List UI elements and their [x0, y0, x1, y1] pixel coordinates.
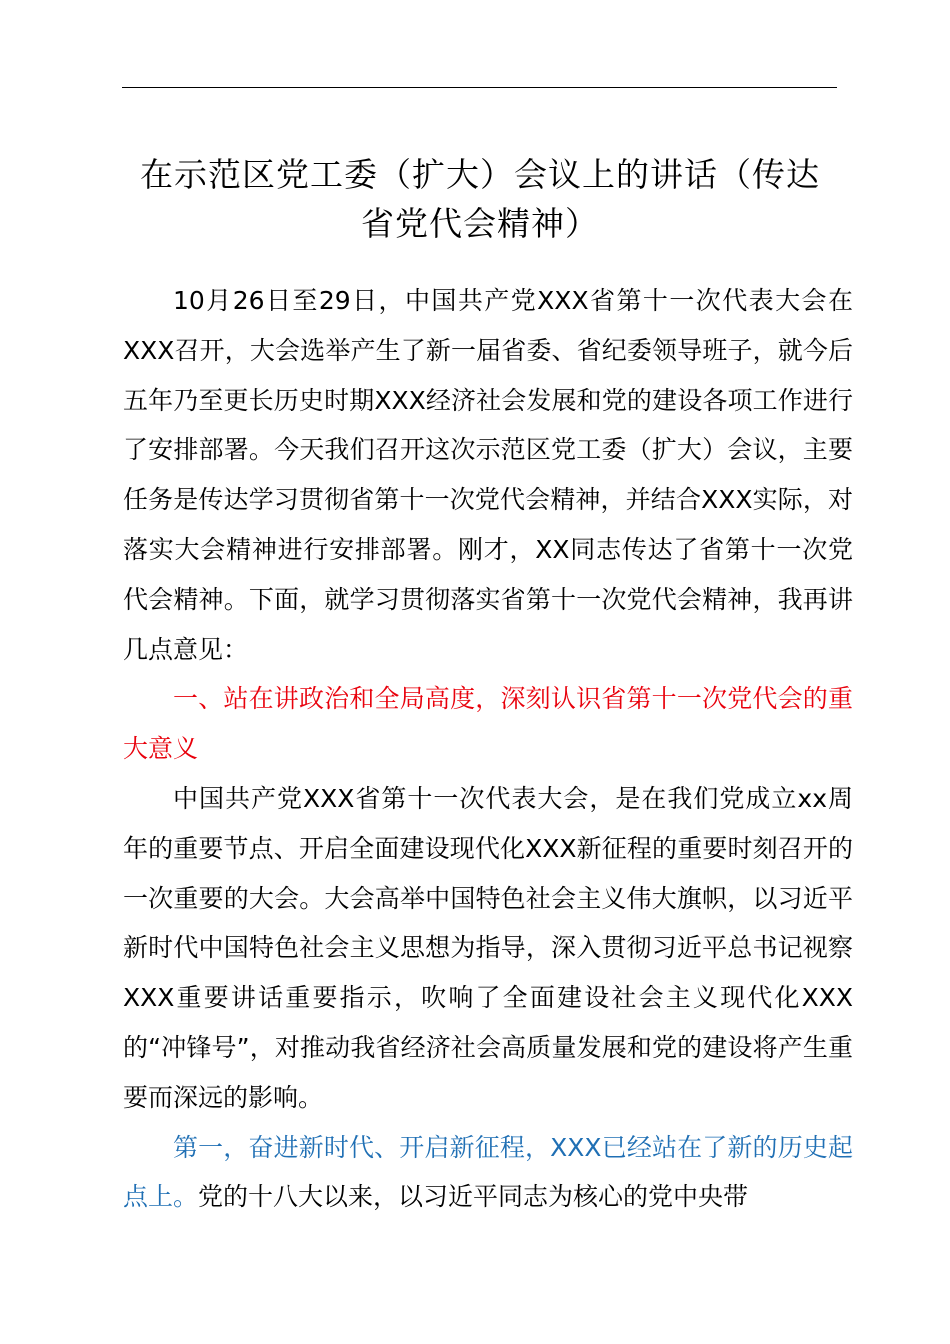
first-point-text: 党的十八大以来，以习近平同志为核心的党中央带 — [198, 1182, 749, 1212]
document-body — [123, 276, 853, 1222]
document-title — [110, 150, 850, 248]
paragraph-significance: 中国共产党XXX省第十一次代表大会，是在我们党成立xx周年的重要节点、开启全面建设现代化XXX新征程的重要时刻召开的一次重要的大会。大会高举中国特色社会主义伟大旗帜，以习近平新时代中国特色社会主义思想为指导，深入贯彻习近平总书记视察XXX重要讲话重要指示，吹响了全面建设社会主义现代化XXX的“冲锋号”，对推动我省经济社会高质量发展和党的建设将产生重要而深远的影响。 — [123, 783, 853, 1112]
header-rule — [122, 87, 837, 88]
paragraph-first-point — [123, 1123, 853, 1223]
paragraph-intro: 10月26日至29日，中国共产党XXX省第十一次代表大会在XXX召开，大会选举产生了新一届省委、省纪委领导班子，就今后五年乃至更长历史时期XXX经济社会发展和党的建设各项工作进行了安排部署。今天我们召开这次示范区党工委（扩大）会议，主要任务是传达学习贯彻省第十一次党代会精神，并结合XXX实际，对落实大会精神进行安排部署。刚才，XX同志传达了省第十一次党代会精神。下面，就学习贯彻落实省第十一次党代会精神，我再讲几点意见： — [123, 286, 853, 664]
title-line-2: 省党代会精神） — [361, 204, 599, 243]
section-heading-1: 一、站在讲政治和全局高度，深刻认识省第十一次党代会的重大意义 — [123, 684, 853, 764]
first-point-lead: 第一，奋进新时代、开启新征程，XXX已经站在了新的历史起点上。 — [123, 1132, 853, 1212]
title-line-1: 在示范区党工委（扩大）会议上的讲话（传达 — [140, 155, 820, 194]
